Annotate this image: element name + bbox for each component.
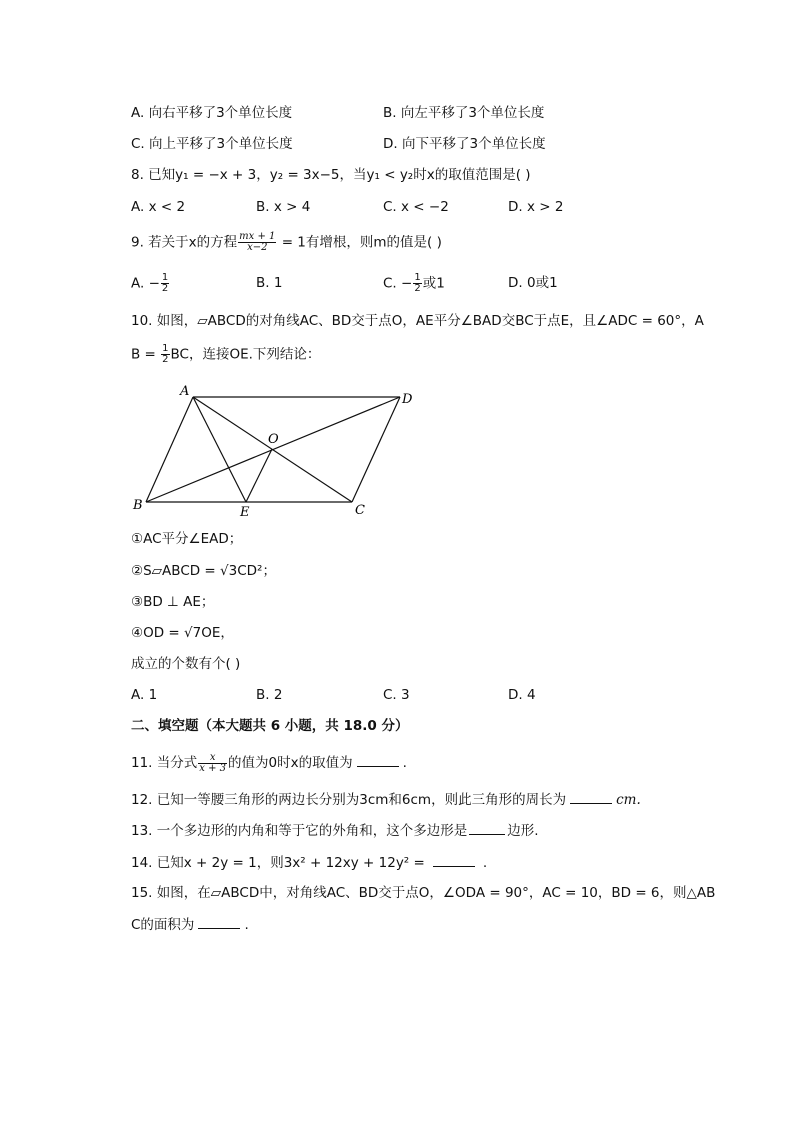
q9-option-a-prefix: A. − (131, 275, 160, 292)
q9-option-c-fraction (413, 273, 421, 294)
q15-stem-line1: 15. 如图，在▱ABCD中，对角线AC、BD交于点O，∠ODA = 90°，AC = 10，BD = 6，则△AB (131, 885, 716, 901)
q12-answer-blank[interactable] (570, 789, 612, 804)
q7-option-d: D. 向下平移了3个单位长度 (383, 136, 546, 152)
q7-option-a: A. 向右平移了3个单位长度 (131, 105, 293, 121)
segment-ba (146, 397, 193, 502)
q12-stem (131, 789, 641, 810)
q10-line2-suffix: BC，连接OE.下列结论： (170, 346, 321, 363)
q8-option-c: C. x < −2 (383, 199, 449, 215)
q9-option-d: D. 0或1 (508, 275, 558, 291)
q8-option-a: A. x < 2 (131, 199, 186, 215)
label-o: O (268, 432, 279, 447)
q10-fraction (161, 344, 169, 365)
q9-stem (131, 232, 442, 253)
segment-ae (193, 397, 246, 502)
q11-fraction-den: x + 3 (199, 762, 227, 774)
section-2-heading: 二、填空题（本大题共 6 小题，共 18.0 分） (131, 718, 409, 734)
q14-text: 14. 已知x + 2y = 1，则3x² + 12xy + 12y² = (131, 855, 425, 871)
q11-fraction (198, 753, 227, 774)
q15-stem-line2 (131, 914, 249, 935)
q9-option-c-suffix: 或1 (422, 275, 445, 292)
q9-option-b: B. 1 (256, 275, 283, 291)
q9-option-c-prefix: C. − (383, 275, 413, 292)
q13-end: 边形. (507, 823, 539, 839)
segment-oe (246, 449, 272, 502)
q9-fraction-den: x−2 (247, 242, 268, 253)
q10-fraction-den: 2 (162, 354, 169, 365)
q7-option-c: C. 向上平移了3个单位长度 (131, 136, 293, 152)
q9-stem-prefix: 9. 若关于x的方程 (131, 234, 238, 251)
q10-stem-line1: 10. 如图，▱ABCD的对角线AC、BD交于点O，AE平分∠BAD交BC于点E，且∠ADC = 60°，A (131, 313, 704, 329)
q14-stem (131, 852, 487, 873)
q13-answer-blank[interactable] (469, 820, 505, 835)
q10-question: 成立的个数有个( ) (131, 656, 241, 672)
segment-dc (352, 397, 400, 502)
q10-statement-2: ②S▱ABCD = √3CD²； (131, 563, 276, 579)
q14-end: . (482, 855, 488, 871)
q10-statement-3: ③BD ⊥ AE； (131, 594, 215, 610)
q9-option-c (383, 273, 445, 294)
q12-text: 12. 已知一等腰三角形的两边长分别为3cm和6cm，则此三角形的周长为 (131, 792, 567, 808)
q13-stem (131, 820, 539, 841)
q11-end: . (402, 755, 407, 771)
q10-statement-1: ①AC平分∠EAD； (131, 531, 243, 547)
q10-option-d: D. 4 (508, 687, 536, 703)
label-d: D (402, 392, 413, 407)
q15-text: C的面积为 (131, 917, 195, 933)
q7-option-b: B. 向左平移了3个单位长度 (383, 105, 545, 121)
q15-answer-blank[interactable] (198, 914, 240, 929)
q9-stem-suffix: = 1有增根，则m的值是( ) (277, 234, 442, 251)
label-b: B (133, 498, 143, 513)
q11-prefix: 11. 当分式 (131, 755, 198, 771)
q10-option-a: A. 1 (131, 687, 158, 703)
q10-option-c: C. 3 (383, 687, 410, 703)
q13-text: 13. 一个多边形的内角和等于它的外角和，这个多边形是 (131, 823, 468, 839)
q11-stem (131, 752, 407, 774)
q10-line2-prefix: B = (131, 346, 161, 363)
q8-option-b: B. x > 4 (256, 199, 311, 215)
q8-stem: 8. 已知y₁ = −x + 3，y₂ = 3x−5，当y₁ < y₂时x的取值范围是( ) (131, 167, 531, 183)
q10-fraction-num: 1 (162, 343, 169, 354)
q9-fraction (238, 232, 276, 253)
label-c: C (355, 503, 365, 518)
label-e: E (240, 505, 250, 520)
q11-suffix: 的值为0时x的取值为 (228, 755, 353, 771)
q9-option-a-fraction (161, 273, 169, 294)
q8-option-d: D. x > 2 (508, 199, 564, 215)
q15-end: . (244, 917, 249, 933)
diagonal-ac (193, 397, 352, 502)
q10-option-b: B. 2 (256, 687, 283, 703)
q11-fraction-num: x (198, 753, 227, 764)
q9-option-a (131, 273, 170, 294)
q10-statement-4: ④OD = √7OE， (131, 625, 234, 641)
q9-option-c-den: 2 (414, 283, 421, 294)
q10-stem-line2 (131, 344, 320, 365)
q9-option-a-den: 2 (161, 283, 169, 294)
label-a: A (180, 384, 190, 399)
q9-option-a-num: 1 (161, 272, 169, 283)
q9-option-c-num: 1 (414, 272, 421, 283)
q9-fraction-num: mx + 1 (239, 231, 276, 242)
q14-answer-blank[interactable] (433, 852, 475, 867)
q12-end: cm. (616, 792, 641, 808)
diagonal-bd (146, 397, 400, 502)
q11-answer-blank[interactable] (357, 752, 399, 767)
